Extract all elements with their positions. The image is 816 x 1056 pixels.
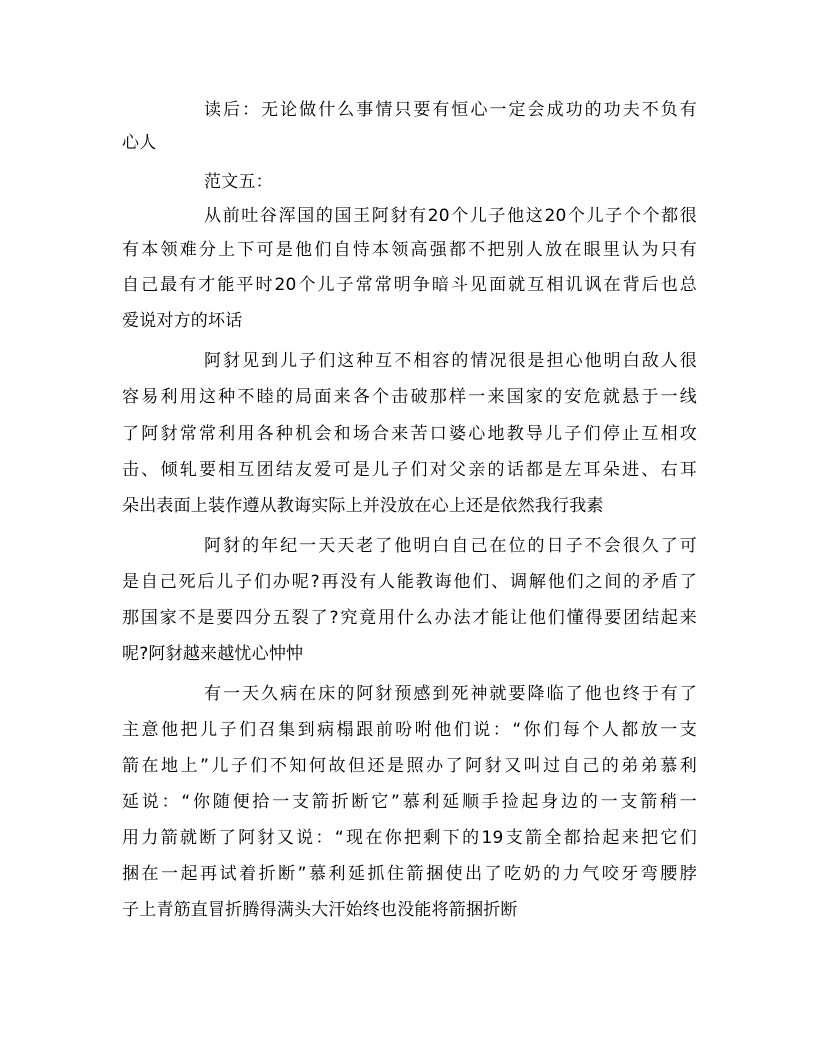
- text-line: 朵出表面上装作遵从教诲实际上并没放在心上还是依然我行我素: [122, 496, 604, 516]
- text-line: 主意他把儿子们召集到病榻跟前吩咐他们说：“你们每个人都放一支: [122, 720, 697, 740]
- text-line: 爱说对方的坏话: [122, 311, 243, 331]
- text-line: 阿豺见到儿子们这种互不相容的情况很是担心他明白敌人很: [204, 351, 697, 371]
- text-line: 子上青筋直冒折腾得满头大汗始终也没能将箭捆折断: [122, 900, 518, 920]
- text-line: 阿豺的年纪一天天老了他明白自己在位的日子不会很久了可: [204, 536, 697, 556]
- text-line: 那国家不是要四分五裂了?究竟用什么办法才能让他们懂得要团结起来: [122, 608, 697, 628]
- text-line: 呢?阿豺越来越忧心忡忡: [122, 644, 304, 664]
- text-line: 容易利用这种不睦的局面来各个击破那样一来国家的安危就悬于一线: [122, 387, 697, 407]
- text-line: 读后：无论做什么事情只要有恒心一定会成功的功夫不负有: [204, 100, 697, 120]
- text-line: 有本领难分上下可是他们自恃本领高强都不把别人放在眼里认为只有: [122, 240, 697, 260]
- text-line: 用力箭就断了阿豺又说：“现在你把剩下的19支箭全都拾起来把它们: [122, 828, 697, 848]
- text-line: 击、倾轧要相互团结友爱可是儿子们对父亲的话都是左耳朵进、右耳: [122, 460, 697, 480]
- section-heading: 范文五：: [204, 172, 273, 192]
- text-line: 有一天久病在床的阿豺预感到死神就要降临了他也终于有了: [204, 684, 697, 704]
- text-line: 延说：“你随便拾一支箭折断它”慕利延顺手捡起身边的一支箭稍一: [122, 792, 697, 812]
- text-line: 从前吐谷浑国的国王阿豺有20个儿子他这20个儿子个个都很: [204, 206, 697, 226]
- text-line: 是自己死后儿子们办呢?再没有人能教诲他们、调解他们之间的矛盾了: [122, 572, 697, 592]
- text-line: 箭在地上”儿子们不知何故但还是照办了阿豺又叫过自己的弟弟慕利: [122, 756, 697, 776]
- text-line: 心人: [122, 133, 157, 153]
- text-line: 了阿豺常常利用各种机会和场合来苦口婆心地教导儿子们停止互相攻: [122, 424, 697, 444]
- text-line: 自己最有才能平时20个儿子常常明争暗斗见面就互相讥讽在背后也总: [122, 275, 697, 295]
- text-line: 捆在一起再试着折断”慕利延抓住箭捆使出了吃奶的力气咬牙弯腰脖: [122, 864, 697, 884]
